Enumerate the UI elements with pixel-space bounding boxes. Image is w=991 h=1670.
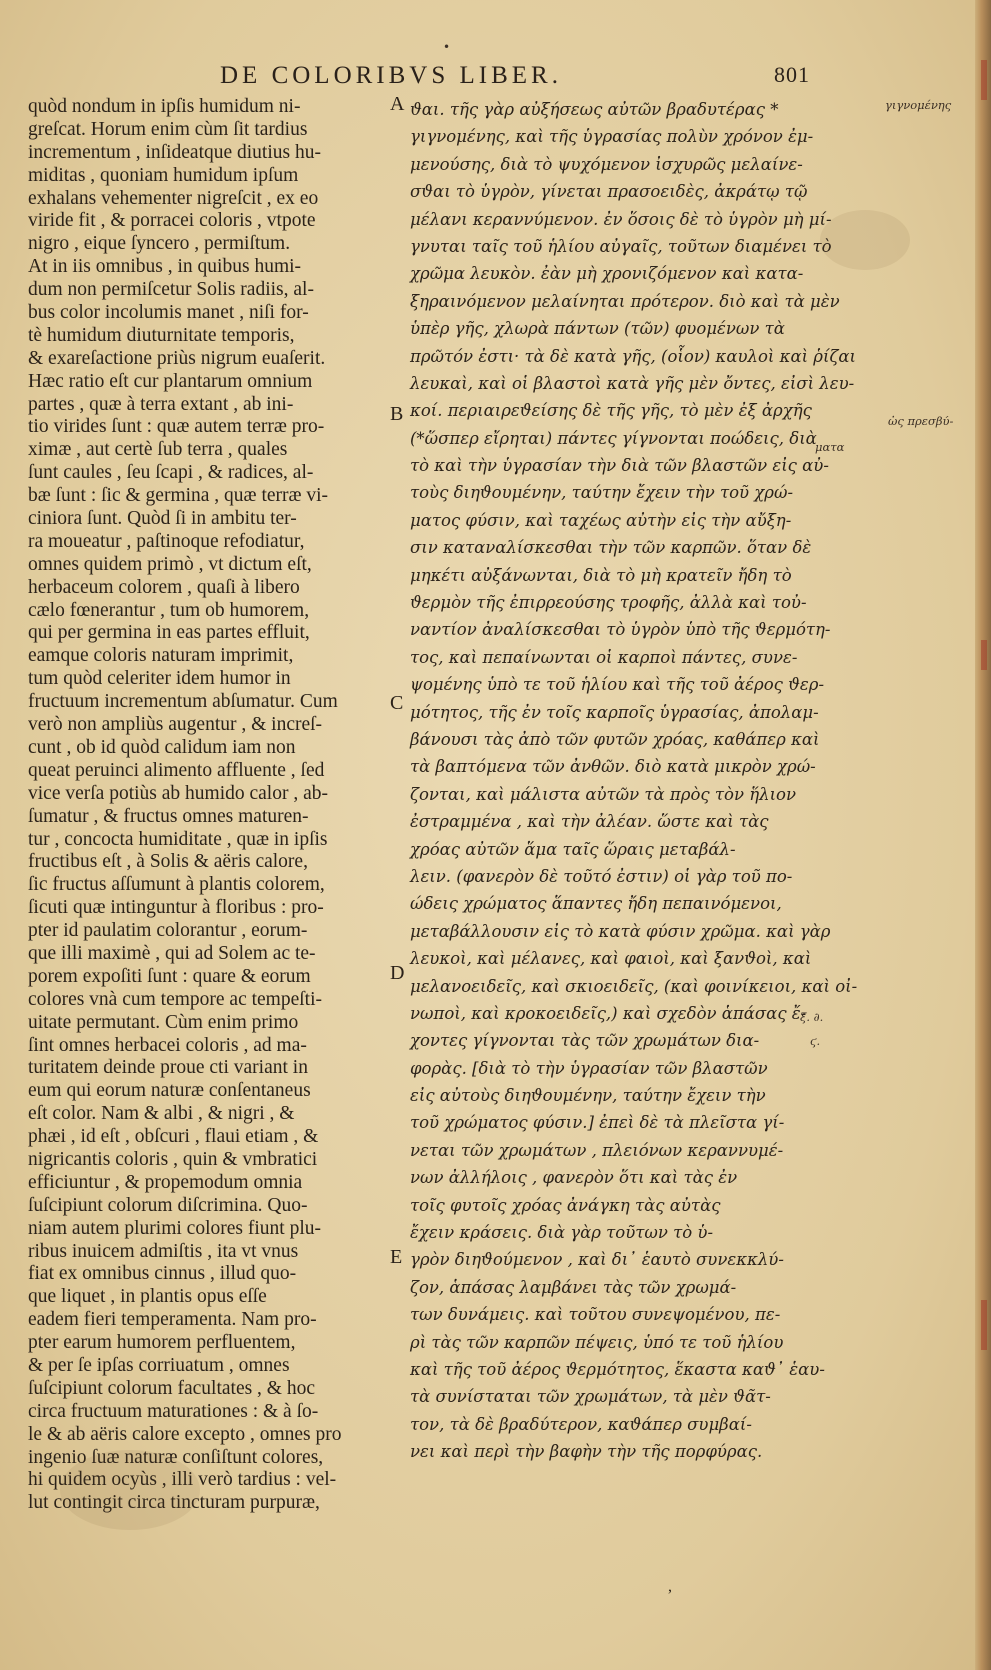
latin-text-line: cunt , ob id quòd calidum iam non (28, 736, 296, 758)
latin-text-line: nigricantis coloris , quin & vmbratici (28, 1148, 318, 1170)
greek-text-line: ψομένης ὑπὸ τε τοῦ ἡλίου καὶ τῆς τοῦ ἀέρος ϑερ- (410, 675, 825, 695)
latin-text-line: & exareſactione priùs nigrum euaſerit. (28, 347, 326, 369)
latin-text-line: ſuſcipiunt colorum facultates , & hoc (28, 1377, 316, 1399)
greek-text-line: μέλανι κεραννύμενον. ἐν ὅσοις δὲ τὸ ὑγρὸν μὴ μί- (410, 209, 832, 229)
greek-text-line: χοντες γίγνονται τὰς τῶν χρωμάτων δια- (410, 1031, 760, 1051)
greek-text-line: ρὶ τὰς τῶν καρπῶν πέψεις, ὑπό τε τοῦ ἡλίου (410, 1332, 784, 1352)
latin-text-line: lut contingit circa tincturam purpuræ, (28, 1492, 320, 1514)
greek-text-line: ώδεις χρώματος ἅπαντες ἤδη πεπαινόμενοι, (410, 894, 782, 914)
greek-text-line: τοῖς φυτοῖς χρόας ἀνάγκη τὰς αὐτὰς (410, 1195, 721, 1215)
greek-column (410, 96, 858, 1466)
latin-text-line: ra moueatur , paſtinoque refodiatur, (28, 530, 305, 552)
latin-text-line: tur , concocta humiditate , quæ in ipſis (28, 828, 328, 850)
latin-text-line: herbaceum colorem , quaſi à libero (28, 576, 300, 598)
latin-text-line: phæi , id eſt , obſcuri , flaui etiam , & (28, 1126, 319, 1148)
greek-text-line: καὶ τῆς τοῦ ἀέρος ϑερμότητος, ἕκαστα καϑ᾽ ἑαυ- (410, 1359, 825, 1379)
latin-text-line: dum non permiſcetur Solis radiis, al- (28, 279, 314, 301)
page-number: 801 (774, 62, 810, 87)
greek-text-line: λευκαὶ, καὶ οἱ βλαστοὶ κατὰ γῆς μὲν ὄντες, εἰσὶ λευ- (410, 373, 855, 393)
latin-text-line: tum quòd celeriter idem humor in (28, 668, 291, 690)
latin-text-line: uitate permutant. Cùm enim primo (28, 1011, 299, 1033)
edge-mark (981, 640, 987, 670)
bottom-mark: , (668, 1578, 672, 1595)
greek-text-line: ἐστραμμένα , καὶ τὴν ἀλέαν. ὥστε καὶ τὰς (410, 812, 769, 832)
greek-text-line: σιν καταναλίσκεσθαι τὴν τῶν καρπῶν. ὅταν δὲ (410, 538, 812, 558)
latin-text-line: ſint omnes herbacei coloris , ad ma- (28, 1034, 307, 1056)
greek-text-line: εἰς αὐτοὺς διηϑουμένην, ταύτην ἔχειν τὴν (410, 1086, 766, 1106)
latin-text-line: omnes quidem primò , vt dictum eſt, (28, 553, 312, 575)
latin-text-line: fiat ex omnibus cinnus , illud quo- (28, 1263, 297, 1285)
greek-text-line: ζον, ἁπάσας λαμβάνει τὰς τῶν χρωμά- (410, 1277, 737, 1297)
greek-text-line: σϑαι τὸ ὑγρὸν, γίνεται πρασοειδὲς, ἀκράτῳ τῷ (410, 182, 808, 202)
latin-text-line: bæ ſunt : ſic & germina , quæ terræ vi- (28, 485, 329, 507)
edge-mark (981, 60, 987, 100)
latin-text-line: hi quidem ocyùs , illi verò tardius : vel- (28, 1469, 337, 1491)
page-edge (975, 0, 991, 1670)
latin-text-line: & per ſe ipſas corriuatum , omnes (28, 1354, 290, 1376)
latin-text-line: turitatem deinde proue cti variant in (28, 1057, 308, 1079)
greek-text-line: τοὺς διηϑουμένην, ταύτην ἔχειν τὴν τοῦ χρώ- (410, 483, 794, 503)
latin-text-line: eum qui eorum naturæ conſentaneus (28, 1080, 311, 1102)
latin-column (28, 96, 393, 1515)
latin-text-line: niam autem plurimi colores fiunt plu- (28, 1217, 321, 1239)
latin-text-line: porem expoſiti ſunt : quare & eorum (28, 965, 311, 987)
greek-text-line: τοῦ χρώματος φύσιν.] ἐπεὶ δὲ τὰ πλεῖστα γί- (410, 1113, 785, 1133)
latin-text-line: quòd nondum in ipſis humidum ni- (28, 96, 301, 117)
greek-text-line: τος, καὶ πεπαίνωνται οἱ καρποὶ πάντες, συνε- (410, 647, 798, 667)
section-letter-b: B (390, 403, 404, 425)
latin-text-line: efficiuntur , & propemodum omnia (28, 1171, 303, 1193)
latin-text-line: ſunt caules , ſeu ſcapi , & radices, al- (28, 462, 314, 484)
greek-text-line: μηκέτι αὐξάνωνται, διὰ τὸ μὴ κρατεῖν ἤδη τὸ (410, 565, 792, 585)
greek-text-line: κοί. περιαιρεϑείσης δὲ τῆς γῆς, τὸ μὲν ἐξ ἀρχῆς (410, 401, 812, 421)
latin-text-line: cælo fœnerantur , tum ob humorem, (28, 599, 310, 621)
latin-text-line: ingenio ſuæ naturæ conſiſtunt colores, (28, 1446, 324, 1468)
latin-text-line: pter id paulatim colorantur , eorum- (28, 920, 308, 942)
greek-text-line: φορὰς. [διὰ τὸ τὴν ὑγρασίαν τῶν βλαστῶν (410, 1058, 768, 1078)
latin-text-line: fructibus eſt , à Solis & aëris calore, (28, 851, 308, 873)
greek-text-line: νων ἀλλήλοις , φανερὸν ὅτι καὶ τὰς ἐν (410, 1168, 738, 1188)
margin-note-a: γιγνομένης (885, 98, 952, 112)
edge-mark (981, 1300, 987, 1350)
latin-text-line: miditas , quoniam humidum ipſum (28, 164, 299, 186)
margin-note-b2: ματα (815, 440, 845, 454)
running-head: DE COLORIBVS LIBER. (220, 62, 562, 89)
greek-text-line: νει καὶ περὶ τὴν βαφὴν τὴν τῆς πορφύρας. (410, 1442, 763, 1462)
margin-note-b: ὡς πρεσβύ- (888, 414, 954, 428)
latin-text-line: greſcat. Horum enim cùm ſit tardius (28, 118, 308, 140)
latin-text-line: circa fructuum maturationes : & à ſo- (28, 1400, 319, 1422)
latin-text-line: viride fit , & porracei coloris , vtpote (28, 210, 316, 232)
latin-text-line: que illi maximè , qui ad Solem ac te- (28, 942, 316, 964)
latin-text-line: tè humidum diuturnitate temporis, (28, 324, 295, 346)
section-letter-e: E (390, 1246, 403, 1268)
latin-text-line: ſumatur , & fructus omnes maturen- (28, 805, 309, 827)
greek-text-line: μεταβάλλουσιν εἰς τὸ κατὰ φύσιν χρῶμα. καὶ γὰρ (410, 921, 831, 941)
greek-text-line: των δυνάμεις. καὶ τοῦτου συνεψομένου, πε- (410, 1305, 781, 1325)
latin-text-line: At in iis omnibus , in quibus humi- (28, 256, 302, 278)
section-letter-c: C (390, 692, 404, 714)
margin-note-d: ξ. ∂. (800, 1010, 824, 1024)
latin-text-line: vice verſa potiùs ab humido calor , ab- (28, 782, 328, 804)
latin-text-line: ciniora ſunt. Quòd ſi in ambitu ter- (28, 508, 297, 530)
greek-text-line: νωποὶ, καὶ κροκοειδεῖς,) καὶ σχεδὸν ἁπάσας ἔ- (410, 1003, 807, 1023)
latin-text-line: verò non ampliùs augentur , & increſ- (28, 714, 323, 736)
greek-text-line: ναντίον ἀναλίσκεσθαι τὸ ὑγρὸν ὑπὸ τῆς ϑερμότη- (410, 620, 831, 640)
greek-text-line: λειν. (φανερὸν δὲ τοῦτό ἐστιν) οἱ γὰρ τοῦ πο- (410, 866, 793, 886)
latin-text-line: fructuum incrementum abſumatur. Cum (28, 691, 338, 713)
greek-text-line: ζονται, καὶ μάλιστα αὐτῶν τὰ πρὸς τὸν ἥλιον (410, 784, 797, 804)
greek-text-line: γιγνομένης, καὶ τῆς ὑγρασίας πολὺν χρόνον ἐμ- (410, 127, 814, 147)
page-header (60, 58, 965, 98)
latin-text-line: ſic fructus aſſumunt à plantis colorem, (28, 874, 325, 896)
greek-text-line: (*ὥσπερ εἴρηται) πάντες γίγνονται ποώδεις, διὰ (410, 428, 817, 448)
latin-text-line: eadem fieri temperamenta. Nam pro- (28, 1309, 317, 1331)
greek-text-line: ἔχειν κράσεις. διὰ γὰρ τοῦτων τὸ ὑ- (410, 1223, 714, 1243)
latin-text-line: tio virides ſunt : quæ autem terræ pro- (28, 416, 325, 438)
latin-text-line: eſt color. Nam & albi , & nigri , & (28, 1103, 295, 1125)
greek-text-line: τὰ βαπτόμενα τῶν ἀνθῶν. διὸ κατὰ μικρὸν χρώ- (410, 757, 816, 777)
latin-text-line: incrementum , inſideatque diutius hu- (28, 141, 321, 163)
greek-text-line: λευκοὶ, καὶ μέλανες, καὶ φαιοὶ, καὶ ξανϑοὶ, καὶ (410, 949, 812, 969)
latin-text-line: pter earum humorem perfluentem, (28, 1332, 296, 1354)
latin-text-line: queat peruinci alimento affluente , ſed (28, 759, 325, 781)
greek-text-line: τον, τὰ δὲ βραδύτερον, καϑάπερ συμβαί- (410, 1414, 752, 1434)
greek-text-line: ξηραινόμενον μελαίνηται πρότερον. διὸ καὶ τὰ μὲν (410, 291, 840, 311)
top-ornament: • (443, 40, 451, 54)
latin-text-line: ribus inuicem admiſtis , ita vt vnus (28, 1240, 299, 1262)
section-letter-d: D (390, 962, 405, 984)
greek-text-line: ϑαι. τῆς γὰρ αὐξήσεως αὐτῶν βραδυτέρας * (410, 100, 779, 119)
greek-text-line: βάνουσι τὰς ἀπὸ τῶν φυτῶν χρόας, καθάπερ καὶ (410, 729, 820, 749)
greek-text-line: μότητος, τῆς ἐν τοῖς καρποῖς ὑγρασίας, ἀπολαμ- (410, 702, 819, 722)
greek-text-line: γρὸν διηϑούμενον , καὶ δι᾽ ἑαυτὸ συνεκκλύ- (410, 1250, 784, 1270)
latin-text-line: bus color incolumis manet , niſi for- (28, 302, 309, 324)
latin-text-line: le & ab aëris calore excepto , omnes pro (28, 1423, 342, 1445)
greek-text-line: πρῶτόν ἐστι· τὰ δὲ κατὰ γῆς, (οἷον) καυλοὶ καὶ ῥίζαι (410, 346, 857, 366)
greek-text-line: τὰ συνίσταται τῶν χρωμάτων, τὰ μὲν ϑᾶτ- (410, 1387, 771, 1407)
latin-text-line: eamque coloris naturam imprimit, (28, 645, 294, 667)
greek-text-line: γνυται ταῖς τοῦ ἡλίου αὐγαῖς, τοῦτων διαμένει τὸ (410, 236, 832, 256)
greek-text-line: ϑερμὸν τῆς ἐπιρρεούσης τροφῆς, ἀλλὰ καὶ τοὐ- (410, 593, 807, 613)
latin-text-line: ximæ , aut certè ſub terra , quales (28, 439, 288, 461)
margin-note-d2: ϛ. (810, 1034, 821, 1048)
latin-text-line: nigro , eique ſyncero , permiſtum. (28, 233, 291, 255)
latin-text-line: qui per germina in eas partes effluit, (28, 622, 310, 644)
greek-text-line: ματος φύσιν, καὶ ταχέως αὐτὴν εἰς τὴν αὔξη- (410, 510, 792, 530)
greek-text-line: μελανοειδεῖς, καὶ σκιοειδεῖς, (καὶ φοινίκειοι, καὶ οἰ- (410, 976, 858, 996)
latin-text-line: Hæc ratio eſt cur plantarum omnium (28, 370, 313, 392)
latin-text-line: que liquet , in plantis opus eſſe (28, 1286, 267, 1308)
latin-text-line: exhalans vehementer nigreſcit , ex eo (28, 187, 319, 209)
section-letter-a: A (390, 93, 405, 115)
paper-stain (60, 1450, 200, 1530)
greek-text-line: χρῶμα λευκὸν. ἐὰν μὴ χρονιζόμενον καὶ κατα- (410, 264, 804, 284)
latin-text-line: partes , quæ à terra extant , ab ini- (28, 393, 294, 415)
greek-text-line: νεται τῶν χρωμάτων , πλειόνων κεραννυμέ- (410, 1140, 784, 1160)
latin-text-line: ſicuti quæ intinguntur à floribus : pro- (28, 897, 324, 919)
paper-stain (820, 210, 910, 270)
greek-text-line: χρόας αὐτῶν ἅμα ταῖς ὥραις μεταβάλ- (410, 839, 736, 859)
latin-text-line: ſuſcipiunt colorum diſcrimina. Quo- (28, 1194, 308, 1216)
greek-text-line: μενούσης, διὰ τὸ ψυχόμενον ἰσχυρῶς μελαίνε- (410, 154, 803, 174)
greek-text-line: ὑπὲρ γῆς, χλωρὰ πάντων (τῶν) φυομένων τὰ (410, 319, 785, 339)
greek-text-line: τὸ καὶ τὴν ὑγρασίαν τὴν διὰ τῶν βλαστῶν εἰς αὐ- (410, 456, 829, 476)
latin-text-line: colores vnà cum tempore ac tempeſti- (28, 988, 323, 1010)
